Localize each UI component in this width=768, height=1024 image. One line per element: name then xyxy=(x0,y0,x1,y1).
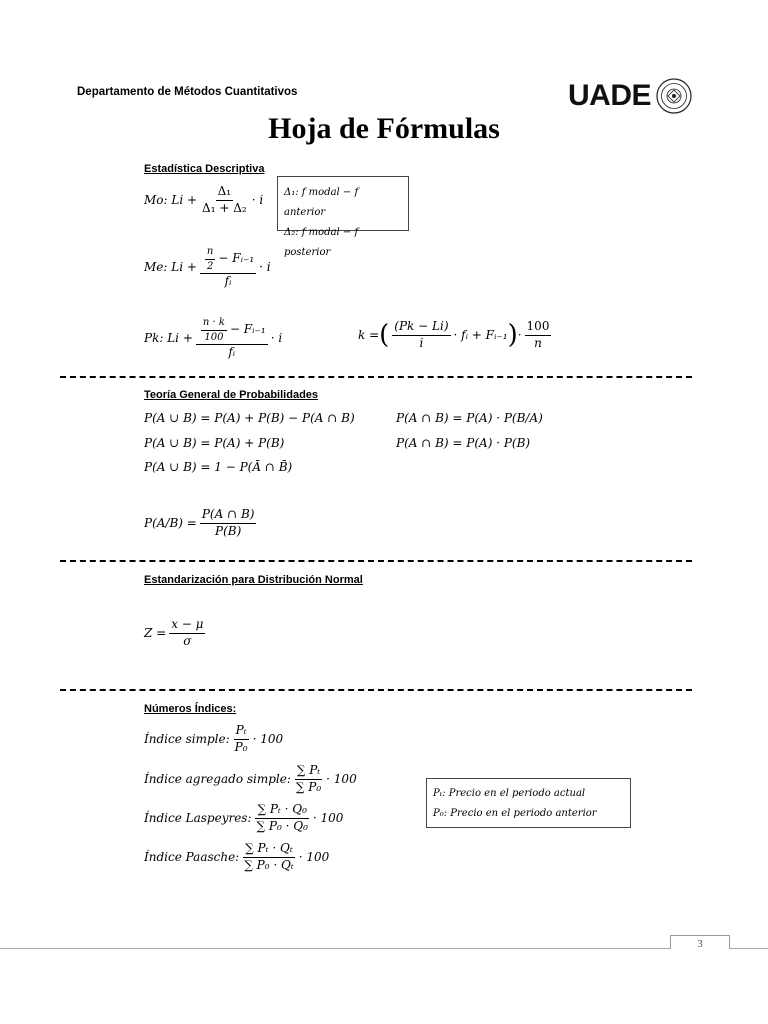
section-heading-probability: Teoría General de Probabilidades xyxy=(144,389,319,401)
formula-mode-lhs: Mo: Li + xyxy=(144,193,198,208)
formula-z-numerator: x − μ xyxy=(169,618,205,634)
formula-z-fraction xyxy=(169,618,205,649)
formula-paasche-numerator: ∑ Pₜ · Qₜ xyxy=(243,842,295,858)
formula-median xyxy=(144,246,271,289)
open-paren-icon: ( xyxy=(379,320,390,351)
section-heading-descriptive: Estadística Descriptiva xyxy=(144,163,265,175)
formula-paasche-fraction xyxy=(242,842,296,873)
formula-simple-index-numerator: Pₜ xyxy=(234,724,249,740)
formula-mode-tail: · i xyxy=(251,193,264,208)
formula-percentile-inner-fraction xyxy=(201,317,227,343)
close-paren-icon: ) xyxy=(507,320,518,351)
footer-rule xyxy=(0,948,768,949)
formula-z-lhs: Z = xyxy=(144,626,167,641)
formula-union-exclusive: P(A ∪ B) = P(A) + P(B) xyxy=(144,436,285,450)
formula-paasche-denominator: ∑ P₀ · Qₜ xyxy=(244,857,294,872)
formula-paasche-tail: · 100 xyxy=(298,850,330,865)
formula-simple-index-denominator: P₀ xyxy=(234,739,248,754)
page-number: 3 xyxy=(670,935,730,949)
formula-simple-index-fraction xyxy=(233,724,250,755)
formula-simple-index-lhs: Índice simple: xyxy=(144,732,230,747)
formula-union-general: P(A ∪ B) = P(A) + P(B) − P(A ∩ B) xyxy=(144,411,355,425)
formula-aggregate-index-denominator: ∑ P₀ xyxy=(295,779,322,794)
section-divider xyxy=(60,560,692,562)
formula-percentile xyxy=(144,317,282,360)
delta-definitions-box xyxy=(277,176,409,258)
formula-percentile-fraction xyxy=(196,317,268,360)
section-heading-normal: Estandarización para Distribución Normal xyxy=(144,574,363,586)
department-name: Departamento de Métodos Cuantitativos xyxy=(77,86,298,98)
formula-percentile-numerator xyxy=(196,317,268,345)
formula-union-complement: P(A ∪ B) = 1 − P(Ā ∩ B̄) xyxy=(144,460,293,474)
formula-median-numerator xyxy=(200,246,256,274)
formula-percentile-inner-den: 100 xyxy=(204,331,224,343)
formula-median-inner-tail: − Fᵢ₋₁ xyxy=(218,251,255,266)
delta2-definition: Δ₂: f modal − f posterior xyxy=(284,227,359,258)
price-definitions-box xyxy=(426,778,631,828)
logo-text: UADE xyxy=(568,79,652,112)
formula-percentile-inner-tail: − Fᵢ₋₁ xyxy=(229,322,266,337)
formula-paasche-index xyxy=(144,842,329,873)
formula-k-denominator2: n xyxy=(534,335,542,350)
formula-intersection-dependent: P(A ∩ B) = P(A) · P(B/A) xyxy=(396,411,543,425)
formula-z-score xyxy=(144,618,208,649)
formula-laspeyres-numerator: ∑ Pₜ · Q₀ xyxy=(255,803,309,819)
formula-conditional-denominator: P(B) xyxy=(215,523,242,538)
formula-k-denominator: i xyxy=(419,335,424,350)
formula-simple-index xyxy=(144,724,283,755)
formula-laspeyres-denominator: ∑ P₀ · Q₀ xyxy=(256,818,308,833)
university-seal-icon xyxy=(655,77,693,115)
uade-logo xyxy=(568,78,693,114)
formula-median-tail: · i xyxy=(259,260,271,275)
formula-laspeyres-lhs: Índice Laspeyres: xyxy=(144,811,252,826)
formula-median-fraction xyxy=(200,246,256,289)
formula-k-fraction2 xyxy=(525,320,552,351)
formula-mode xyxy=(144,185,263,216)
formula-laspeyres-fraction xyxy=(255,803,310,834)
formula-conditional-numerator: P(A ∩ B) xyxy=(200,508,257,524)
formula-intersection-independent: P(A ∩ B) = P(A) · P(B) xyxy=(396,436,531,450)
formula-mode-denominator: Δ₁ + Δ₂ xyxy=(202,200,247,215)
formula-k-fraction xyxy=(392,320,450,351)
page-title: Hoja de Fórmulas xyxy=(268,112,500,145)
formula-median-inner-num: n xyxy=(205,246,215,260)
formula-median-denominator: fᵢ xyxy=(224,274,232,288)
formula-percentile-tail: · i xyxy=(270,331,283,346)
formula-conditional-fraction xyxy=(200,508,257,539)
section-heading-indices: Números Índices: xyxy=(144,703,237,715)
section-divider xyxy=(60,376,692,378)
formula-laspeyres-tail: · 100 xyxy=(312,811,344,826)
formula-laspeyres-index xyxy=(144,803,343,834)
formula-percentile-denominator: fᵢ xyxy=(228,345,236,359)
formula-mode-numerator: Δ₁ xyxy=(216,185,233,201)
formula-median-lhs: Me: Li + xyxy=(144,260,197,275)
formula-conditional-lhs: P(A/B) = xyxy=(144,516,197,531)
formula-aggregate-index-tail: · 100 xyxy=(326,772,357,787)
formula-percentile-lhs: Pk: Li + xyxy=(144,331,193,346)
formula-aggregate-index xyxy=(144,764,357,795)
formula-median-inner-fraction xyxy=(205,246,215,272)
pt-definition: Pₜ: Precio en el periodo actual xyxy=(433,788,586,799)
formula-simple-index-tail: · 100 xyxy=(252,732,284,747)
formula-aggregate-index-numerator: ∑ Pₜ xyxy=(295,764,322,780)
formula-z-denominator: σ xyxy=(183,633,192,648)
formula-mode-fraction xyxy=(200,185,249,216)
formula-k-mid: · fᵢ + Fᵢ₋₁ xyxy=(453,328,508,343)
formula-k: k = ( $\frac{(Pk - Li)}{i}$ · fᵢ + Fᵢ₋₁ ) · $\frac{100}{n}$ xyxy=(358,319,550,351)
p0-definition: P₀: Precio en el periodo anterior xyxy=(433,808,597,819)
section-divider xyxy=(60,689,692,691)
formula-aggregate-index-fraction xyxy=(294,764,323,795)
delta1-definition: Δ₁: f modal − f anterior xyxy=(284,187,359,218)
formula-aggregate-index-lhs: Índice agregado simple: xyxy=(144,772,291,787)
formula-k-numerator2: 100 xyxy=(525,320,552,336)
formula-paasche-lhs: Índice Paasche: xyxy=(144,850,240,865)
formula-k-numerator: (Pk − Li) xyxy=(392,320,450,336)
formula-percentile-inner-num: n · k xyxy=(201,317,227,331)
formula-conditional xyxy=(144,508,259,539)
formula-median-inner-den: 2 xyxy=(206,260,214,272)
formula-k-lhs: k = xyxy=(358,328,380,343)
